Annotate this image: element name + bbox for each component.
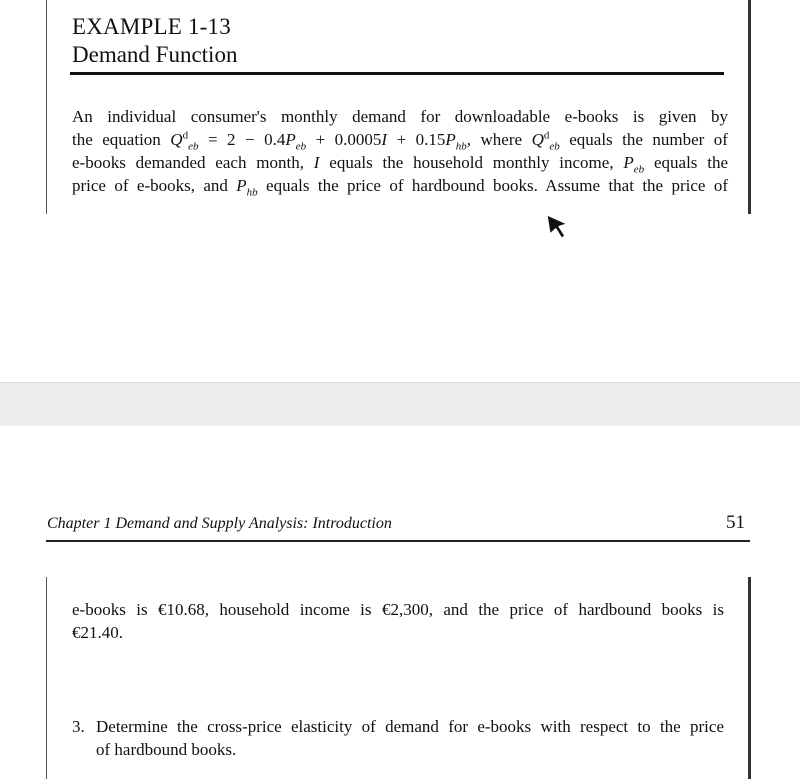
page-left-border xyxy=(46,0,47,214)
page-right-border xyxy=(748,0,751,214)
example-title: Demand Function xyxy=(72,42,238,67)
question-line-1: Determine the cross-price elasticity of demand for e-books with respect to the price xyxy=(96,717,724,736)
paragraph-line-2: the equation $Q^d_{eb} = 2 - 0.4P_{eb} + 0.0005I + 0.15P_{hb}$, where $Q^d_{eb}$ equals the number of xyxy=(72,129,728,153)
page-gap xyxy=(0,382,800,428)
paragraph-line-3: e-books demanded each month, I equals the household monthly income, $P_{eb}$ equals the xyxy=(72,153,729,176)
question-3 xyxy=(72,715,724,761)
page-number: 51 xyxy=(726,512,745,533)
page-right-border xyxy=(748,577,751,779)
question-number: 3. xyxy=(72,717,85,736)
example-divider xyxy=(70,72,724,75)
example-paragraph xyxy=(72,105,728,197)
page-left-border xyxy=(46,577,47,779)
page-bottom xyxy=(0,426,800,779)
continued-line-2: €21.40. xyxy=(72,623,123,642)
paragraph-line-4: price of e-books, and $P_{hb}$ equals the price of hardbound books. Assume that the price of xyxy=(72,176,728,199)
question-line-2: of hardbound books. xyxy=(96,740,237,759)
running-head: Chapter 1 Demand and Supply Analysis: Introduction xyxy=(47,515,392,532)
page-top xyxy=(0,0,800,382)
mouse-pointer-arrow-icon xyxy=(544,212,570,242)
paragraph-line-1: An individual consumer's monthly demand for downloadable e-books is given by xyxy=(72,107,728,126)
continued-line-1: e-books is €10.68, household income is €2,300, and the price of hardbound books is xyxy=(72,600,724,619)
example-label: EXAMPLE 1-13 xyxy=(72,14,231,39)
continued-paragraph xyxy=(72,598,724,644)
running-head-rule xyxy=(46,540,750,542)
